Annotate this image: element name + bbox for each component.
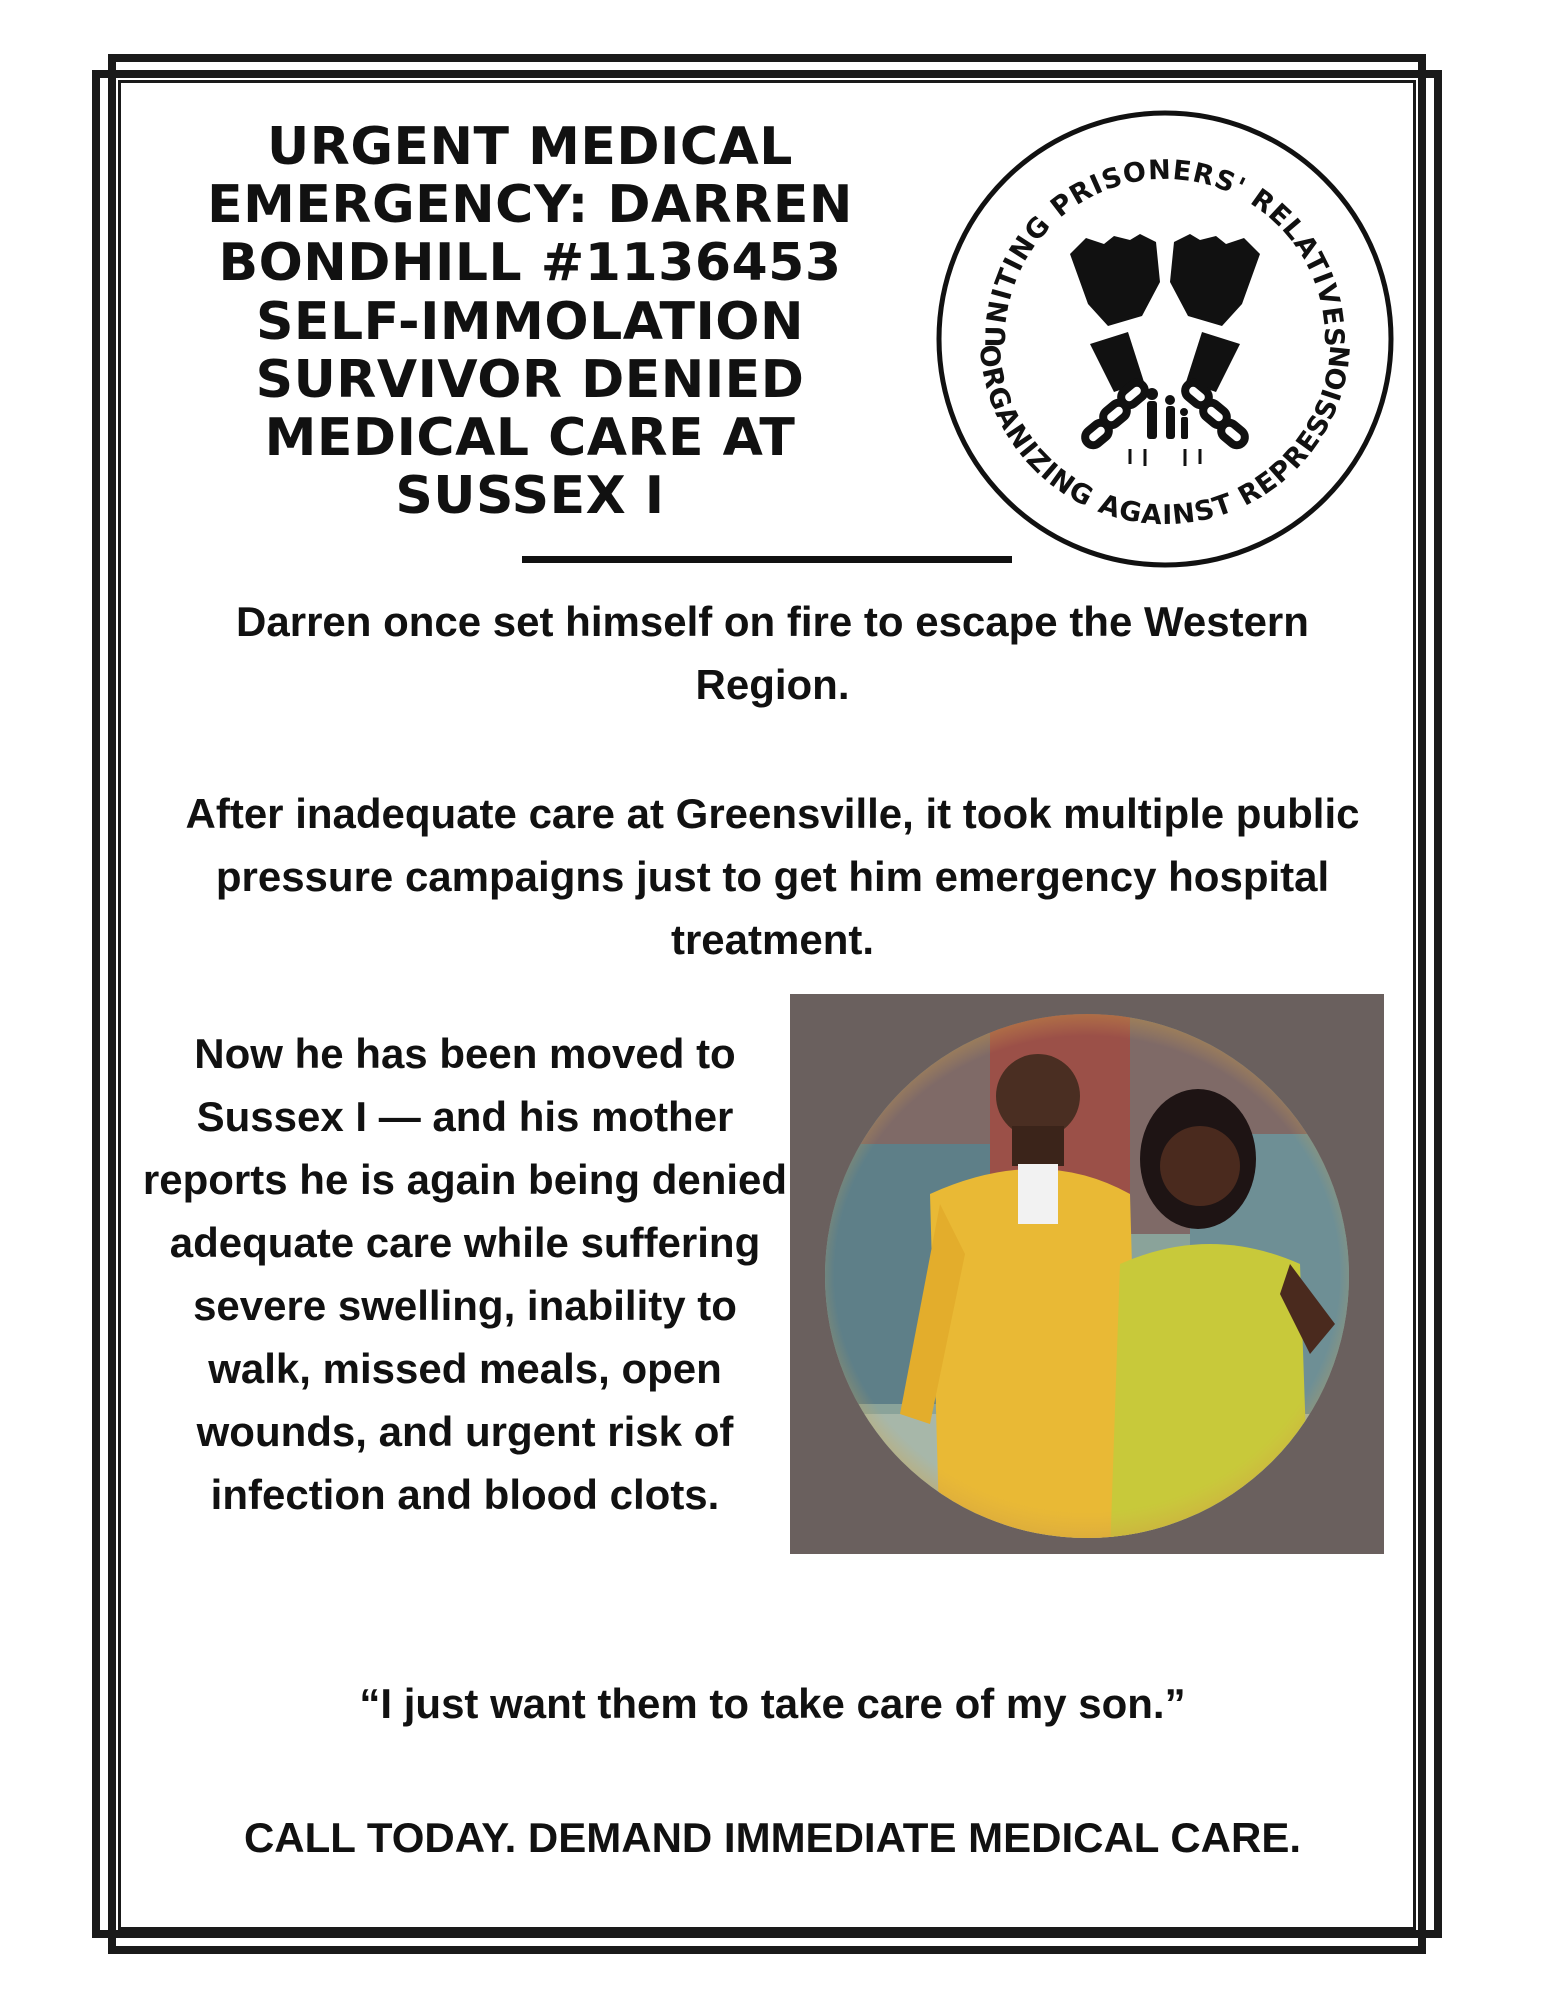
logo-top-text: UNITING PRISONERS' RELATIVES bbox=[980, 154, 1350, 348]
title-line: URGENT MEDICAL bbox=[267, 117, 793, 177]
title-line: SUSSEX I bbox=[395, 466, 665, 527]
flyer-title bbox=[170, 118, 890, 526]
call-to-action: CALL TODAY. DEMAND IMMEDIATE MEDICAL CARE. bbox=[243, 1814, 1302, 1861]
title-line: SELF-IMMOLATION bbox=[255, 291, 805, 352]
title-line: EMERGENCY: DARREN bbox=[207, 175, 853, 236]
portrait-photo bbox=[790, 994, 1384, 1554]
paragraph-greensville: After inadequate care at Greensville, it took multiple public pressure campaigns just to get him emergency hospital treatment. bbox=[185, 790, 1360, 963]
title-line: BONDHILL #1136453 bbox=[218, 233, 842, 294]
title-line: MEDICAL CARE AT bbox=[264, 408, 796, 469]
title-line: SURVIVOR DENIED bbox=[255, 349, 805, 410]
raised-fists-breaking-chain-icon bbox=[930, 104, 1400, 574]
photo-darren-and-mother bbox=[790, 994, 1384, 1554]
paragraph-western-region: Darren once set himself on fire to escape the Western Region. bbox=[236, 598, 1309, 708]
organization-logo bbox=[930, 104, 1400, 574]
paragraph-sussex: Now he has been moved to Sussex I — and his mother reports he is again being denied adequate care while suffering severe swelling, inability to walk, missed meals, open wounds, and urgent risk of infection and blood clots. bbox=[142, 1030, 788, 1518]
logo-bottom-text: ORGANIZING AGAINST REPRESSION bbox=[972, 343, 1358, 532]
mother-quote: “I just want them to take care of my son.” bbox=[359, 1680, 1186, 1727]
